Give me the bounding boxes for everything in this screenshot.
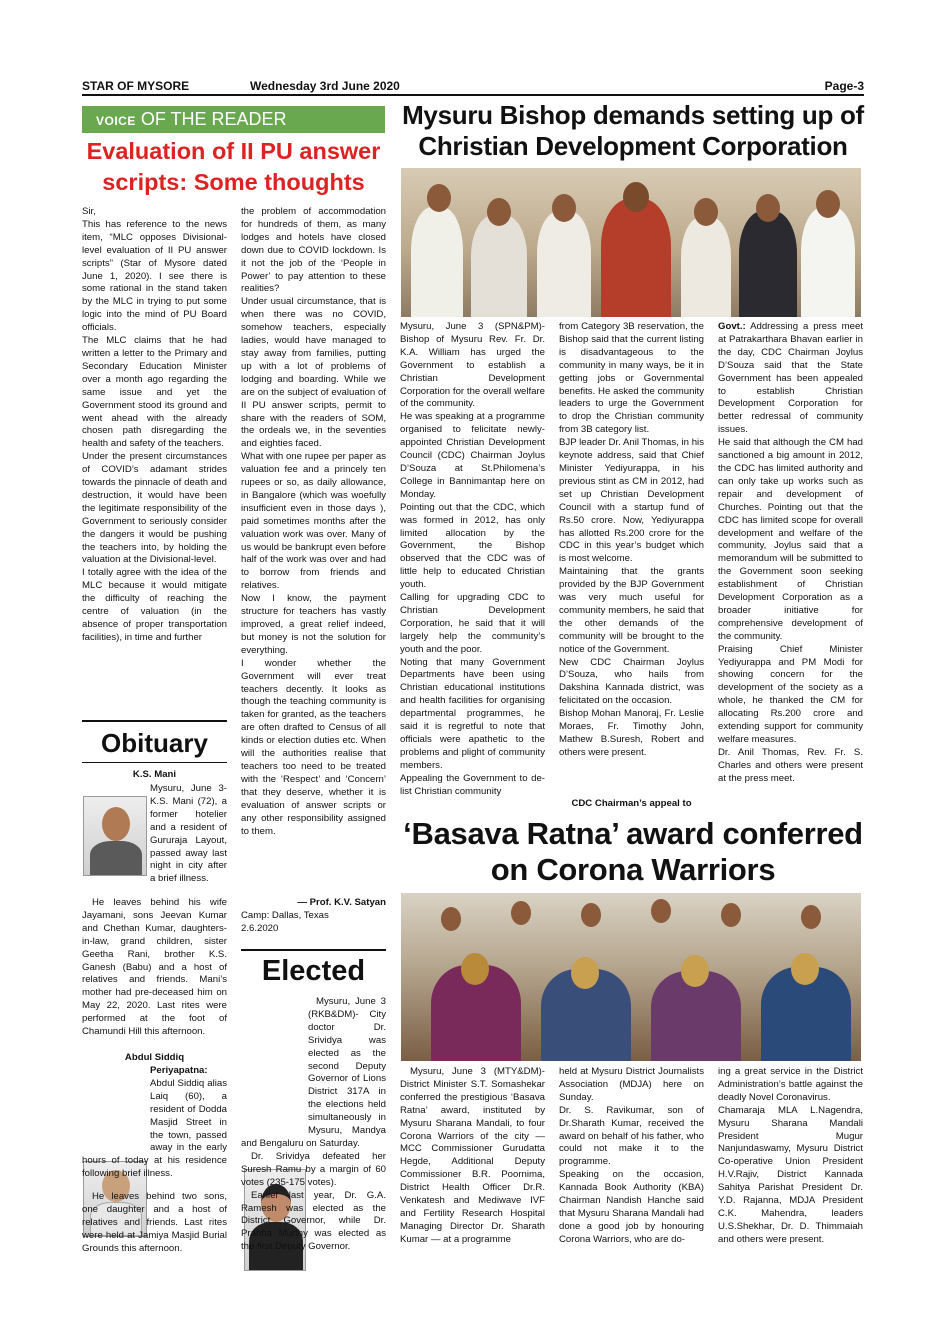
elected-text bbox=[241, 996, 386, 1254]
elected-text-2: Dr. Srividya defeated her Suresh Ramu by a margin of 60 votes (235-175 votes). bbox=[241, 1150, 386, 1188]
photo-basava-ratna-award bbox=[401, 893, 861, 1061]
obituary-name-2: Abdul Siddiq bbox=[124, 1052, 185, 1063]
obituary-text-2a bbox=[82, 1065, 227, 1181]
issue-date: Wednesday 3rd June 2020 bbox=[250, 79, 400, 93]
elected-text-1: Mysuru, June 3 (RKB&DM)- City doctor Dr. Srividya was elected as the second Deputy Governor of Lions District 317A in the elections held simultaneously in Mysuru, Mandya and Bengaluru on Saturday. bbox=[241, 996, 386, 1149]
obituary-text-2a-lead: Periyapatna: bbox=[150, 1065, 208, 1076]
obituary-rule-2 bbox=[82, 762, 227, 763]
photo-bishop-felicitation bbox=[401, 168, 861, 317]
masthead bbox=[82, 78, 864, 96]
elected-text-3: Earlier last year, Dr. G.A. Ramesh was elected as the District Governor, while Dr. Prabha Murthy was elected as the first Deputy Governor. bbox=[241, 1189, 386, 1253]
letter-headline bbox=[82, 136, 385, 198]
obituary-title: Obituary bbox=[101, 728, 208, 758]
basava-headline-line2: on Corona Warriors bbox=[490, 852, 776, 887]
bishop-headline bbox=[398, 100, 868, 162]
letter-date: 2.6.2020 bbox=[241, 923, 279, 934]
obituary-rule bbox=[82, 720, 227, 722]
bishop-subhead-b: Govt.: bbox=[718, 321, 746, 332]
basava-column-1-body: Mysuru, June 3 (MTY&DM)- District Minister S.T. Somashekar conferred the prestigious ‘Basava Ratna’ award, instituted by Mysuru Sharana Mandali, to four Corona Warriors of the city — MCC Commissioner Gurudatta Hegde, Additional Deputy Commissioner B.R. Poornima, District Health Officer Dr.R. Venkatesh and Mediwave IVF and Fertility Research Hospital Managing Director Dr. Sharath Kumar — at a programme bbox=[400, 1066, 545, 1245]
bishop-column-2: from Category 3B reservation, the Bishop said that the current listing is disadvantageous to the community in many ways, be it in getting jobs or Governmental benefits. He asked the community leaders to urge the Government to drop the Christian community from 3B category list. BJP leader Dr. Anil Thomas, in his keynote address, said that Chief Minister Yediyurappa, in his previous stint as CM in 2012, had set up Christian Development Council with a startup fund of Rs.50 crore. Now, Yediyurappa has allotted Rs.200 crore for the CDC in this year’s budget which is most welcome. Maintaining that the grants provided by the BJP Government was very much useful for community members, he said that the other demands of the community will be brought to the notice of the Government. New CDC Chairman Joylus D’Souza, who hails from Dakshina Kannada district, was felicitated on the occasion. Bishop Mohan Manoraj, Fr. Leslie Moraes, Fr. Timothy John, Mathew B.Suresh, Robert and others were present. bbox=[559, 321, 704, 758]
elected-rule bbox=[241, 949, 386, 951]
bishop-headline-line2: Christian Development Corporation bbox=[418, 131, 848, 161]
letter-column-1: Sir, This has reference to the news item, “MLC opposes Divisional-level evaluation of II PU answer scripts” (Star of Mysore dated June 1, 2020). I see there is some rational in the stand taken by the MLC in trying to put some logic into the mind of PU Board officials. The MLC claims that he had written a letter to the Primary and Secondary Education Minister over a month ago regarding the same issue and yet the Government stood its ground and went ahead with the already chosen path disregarding the health and safety of the teachers. Under the present circumstances of COVID’s adamant strides towards the pinnacle of death and destruction, it would have been the legitimate responsibility of the Government to seriously consider the dangers it would be pushing the teachers into, by holding the valuation at the Divisional-level. I totally agree with the idea of the MLC because it would mitigate the difficulty of reaching the centre of valuation (in the absence of proper transportation facilities), in time and further bbox=[82, 206, 227, 643]
letter-headline-line2: scripts: Some thoughts bbox=[102, 169, 365, 195]
letter-column-2: the problem of accommodation for hundreds of them, as many lodges and hotels have closed down due to COVID lockdown. Is it not the job of the ‘People in Power’ to pay attention to these realities? Under usual circumstance, that is when there was no COVID, somehow teachers, especially ladies, would have managed to stay away from families, putting up with a lot of problems of lodging and boarding. While we are on the subject of evaluation of II PU answer scripts, permit to share with the readers of SOM, the ordeals we, in the seventies and eighties faced. What with one rupee per paper as valuation fee and a princely ten rupees or so, as daily allowance, in Bangalore (which was woefully insufficient even in those days ), paid sometimes months after the valuation work was over. Many of us would be bankrupt even before half of the work was over and had to borrow from friends and relatives. Now I know, the payment structure for teachers has vastly improved, a great relief indeed, but money is not the solution for everything. I wonder whether the Government will ever treat teachers decently. It looks as though the teaching community is taken for granted, as the teachers are often drafted to Census of all kinds or election duties etc. When will the authorities realise that teachers too need to be treated with the ‘Respect’ and ‘Concern’ that they deserve, whether it is evaluation of answer scripts or any other responsibility assigned to them. bbox=[241, 206, 386, 837]
basava-headline-line1: ‘Basava Ratna’ award conferred bbox=[403, 816, 863, 851]
bishop-subhead-a: CDC Chairman’s appeal to bbox=[571, 798, 692, 809]
basava-column-1 bbox=[400, 1066, 545, 1247]
obituary-text-2b-body: He leaves behind two sons, one daughter and a host of relatives and friends. Last rites were held at Jamiya Masjid Burial Grounds this afternoon. bbox=[82, 1191, 227, 1254]
voice-of-reader-banner bbox=[82, 106, 385, 133]
letter-place: Camp: Dallas, Texas bbox=[241, 910, 329, 921]
bishop-column-1: Mysuru, June 3 (SPN&PM)- Bishop of Mysuru Rev. Fr. Dr. K.A. William has urged the Government to establish a Christian Development Corporation for the overall welfare of the community. He was speaking at a programme organised to felicitate newly-appointed Christian Development Council (CDC) Chairman Joylus D’Souza at St.Philomena’s College in Bannimantap here on Monday. Pointing out that the CDC, which was formed in 2012, has only limited allocation by the Government, the Bishop observed that the CDC was of little help to educated Christian youth. Calling for upgrading CDC to Christian Development Corporation, he said that it will largely help the community’s youth and the poor. Noting that many Government Departments have been using Christian educational institutions and health facilities for organising departmental programmes, he said it is regretful to note that officials were apathetic to the problems and plight of community members. Appealing the Government to de-list Christian community bbox=[400, 321, 545, 797]
basava-headline bbox=[398, 816, 868, 888]
basava-column-3: ing a great service in the District Administration’s battle against the deadly Novel Coronavirus. Chamaraja MLA L.Nagendra, Mysuru Sharana Mandali President Mugur Nanjundaswamy, Mysuru District Co-operative Union President H.V.Rajiv, District Kannada Sahitya Parishat President Dr. Y.D. Rajanna, MDJA President C.K. Mahendra, leaders U.S.Shekhar, Dr. D. Thimmaiah and others were present. bbox=[718, 1066, 863, 1245]
bishop-column-3 bbox=[718, 321, 863, 786]
obituary-name-1: K.S. Mani bbox=[132, 769, 177, 780]
bishop-column-3-body: Addressing a press meet at Patrakarthara Bhavan earlier in the day, CDC Chairman Joylus D’Souza said that the State Government has been appealed to establish Christian Development Corporation for better redressal of community issues. He said that although the CM had sanctioned a big amount in 2012, the CDC has limited authority and can only take up works such as repair and development of Churches. Pointing out that the CDC has limited scope for overall development and welfare of the community, Joylus said that a memorandum will be submitted to the Government soon seeking establishment of Christian Development Corporation as a broader initiative for comprehensive development of the community. Praising Chief Minister Yediyurappa and PM Modi for showing concern for the development of the society as a whole, he thanked the CM for allocating Rs.200 crore and extending support for community welfare measures. Dr. Anil Thomas, Rev. Fr. S. Charles and others were present at the press meet. bbox=[718, 321, 863, 784]
voice-prefix: VOICE bbox=[96, 114, 136, 128]
voice-label: OF THE READER bbox=[135, 109, 287, 129]
basava-column-2: held at Mysuru District Journalists Association (MDJA) here on Sunday. Dr. S. Ravikumar, son of Dr.Sharath Kumar, received the award on behalf of his father, who could not make it to the programme. Speaking on the occasion, Kannada Book Authority (KBA) Chairman Nandish Hanche said that Mysuru Sharana Mandali had done a good job by honouring Corona Warriors, who are do- bbox=[559, 1066, 704, 1245]
obituary-text-1a-body: Mysuru, June 3- K.S. Mani (72), a former hotelier and a resident of Gururaja Layout, passed away last night in city after a brief illness. bbox=[150, 783, 227, 885]
obituary-text-1b bbox=[82, 897, 227, 1039]
letter-signature: — Prof. K.V. Satyan bbox=[297, 897, 386, 908]
obituary-text-1b-body: He leaves behind his wife Jayamani, sons Jeevan Kumar and Chethan Kumar, daughters-in-law, grand children, sister Geetha Rani, brother K.S. Ganesh (Babu) and a host of relatives and friends. Mani’s mother had pre-deceased him on May 22, 2020. Last rites were performed at the foot of Chamundi Hill this afternoon. bbox=[82, 897, 227, 1038]
letter-headline-line1: Evaluation of II PU answer bbox=[86, 138, 381, 164]
bishop-headline-line1: Mysuru Bishop demands setting up of bbox=[402, 100, 864, 130]
page-number: Page-3 bbox=[824, 79, 864, 93]
obituary-text-2b bbox=[82, 1191, 227, 1256]
paper-name: STAR OF MYSORE bbox=[82, 79, 190, 93]
obituary-text-2a-body: Abdul Siddiq alias Laiq (60), a resident of Dodda Masjid Street in the town, passed away in the early hours of today at his residence following brief illness. bbox=[82, 1077, 227, 1180]
obituary-text-1a bbox=[82, 783, 227, 886]
elected-title: Elected bbox=[261, 955, 366, 987]
